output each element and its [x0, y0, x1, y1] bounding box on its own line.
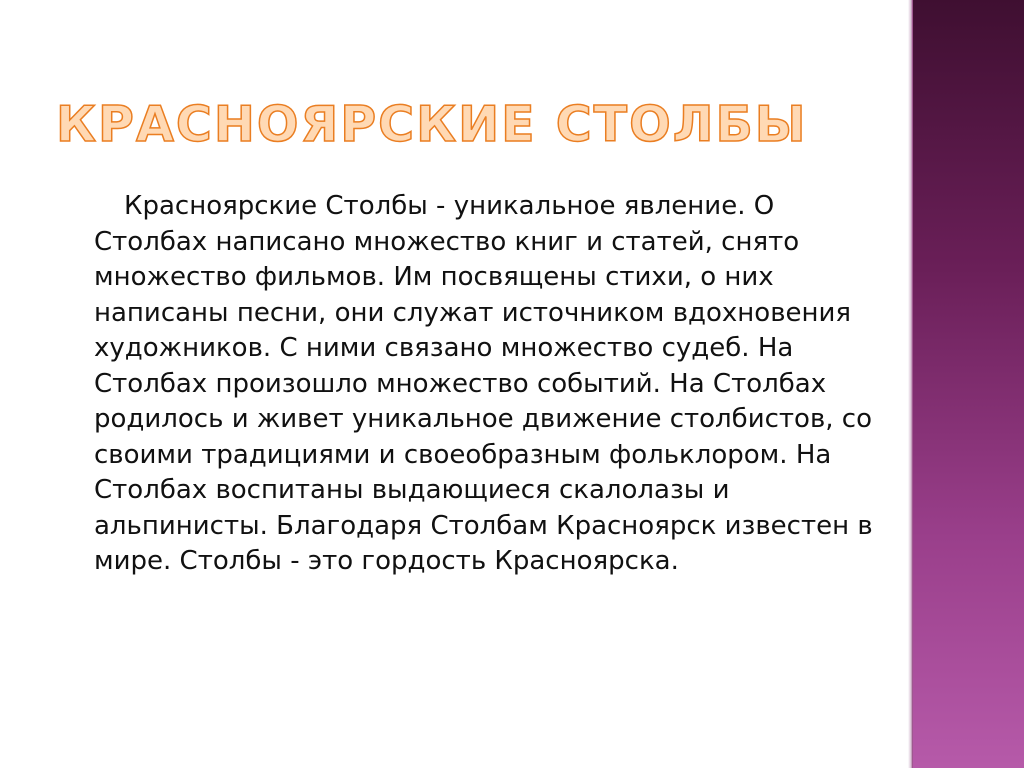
decorative-side-panel: [913, 0, 1024, 768]
slide-body-text: Красноярские Столбы - уникальное явление. О Столбах написано множество книг и статей, снято множество фильмов. Им посвящены стихи, о них написаны песни, они служат источником вдохновения художников. С ними связано множество судеб. На Столбах произошло множество событий. На Столбах родилось и живет уникальное движение столбистов, со своими традициями и своеобразным фольклором. На Столбах воспитаны выдающиеся скалолазы и альпинисты. Благодаря Столбам Красноярск известен в мире. Столбы - это гордость Красноярска.: [94, 191, 873, 576]
slide-title: КРАСНОЯРСКИЕ СТОЛБЫ: [56, 96, 808, 153]
